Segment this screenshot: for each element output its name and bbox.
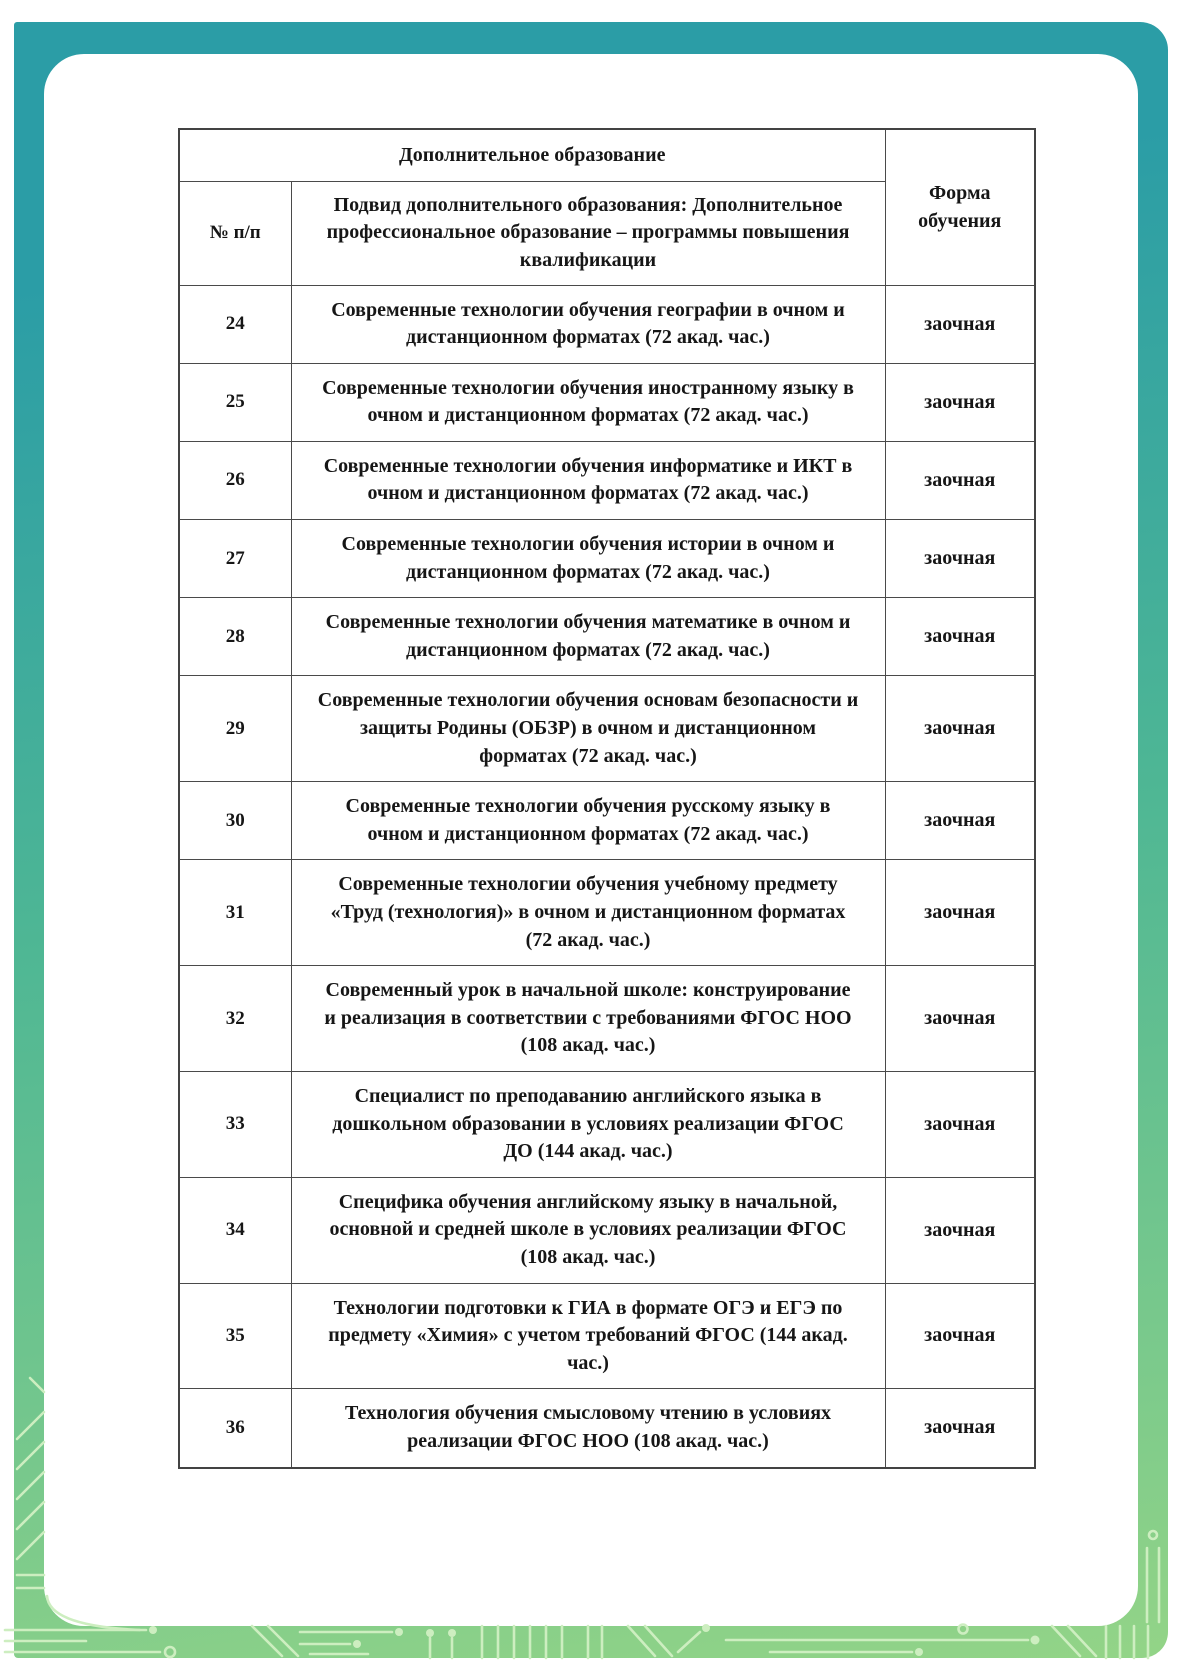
study-form: заочная bbox=[885, 598, 1035, 676]
section-header-cell: Дополнительное образование bbox=[179, 129, 885, 181]
table-row bbox=[179, 441, 1035, 519]
table-row bbox=[179, 966, 1035, 1072]
column-header-number: № п/п bbox=[179, 181, 291, 285]
course-rows bbox=[179, 285, 1035, 1468]
study-form: заочная bbox=[885, 860, 1035, 966]
row-number: 28 bbox=[179, 598, 291, 676]
row-number: 24 bbox=[179, 285, 291, 363]
table-row bbox=[179, 520, 1035, 598]
row-number: 36 bbox=[179, 1389, 291, 1468]
course-name: Современные технологии обучения информатике и ИКТ в очном и дистанционном форматах (72 акад. час.) bbox=[291, 441, 885, 519]
study-form: заочная bbox=[885, 1389, 1035, 1468]
row-number: 34 bbox=[179, 1177, 291, 1283]
table-row bbox=[179, 676, 1035, 782]
table-row bbox=[179, 860, 1035, 966]
table-row bbox=[179, 1389, 1035, 1468]
row-number: 31 bbox=[179, 860, 291, 966]
table-row bbox=[179, 1283, 1035, 1389]
study-form: заочная bbox=[885, 676, 1035, 782]
row-number: 25 bbox=[179, 363, 291, 441]
study-form: заочная bbox=[885, 1177, 1035, 1283]
row-number: 35 bbox=[179, 1283, 291, 1389]
table-row bbox=[179, 1177, 1035, 1283]
row-number: 30 bbox=[179, 782, 291, 860]
column-header-subtype: Подвид дополнительного образования: Дополнительное профессиональное образование – программы повышения квалификации bbox=[291, 181, 885, 285]
courses-table bbox=[178, 128, 1036, 1469]
course-name: Современный урок в начальной школе: конструирование и реализация в соответствии с требованиями ФГОС НОО (108 акад. час.) bbox=[291, 966, 885, 1072]
column-header-form: Форма обучения bbox=[885, 129, 1035, 285]
table-row bbox=[179, 363, 1035, 441]
row-number: 32 bbox=[179, 966, 291, 1072]
study-form: заочная bbox=[885, 1283, 1035, 1389]
course-name: Технология обучения смысловому чтению в условиях реализации ФГОС НОО (108 акад. час.) bbox=[291, 1389, 885, 1468]
table-row bbox=[179, 598, 1035, 676]
course-name: Современные технологии обучения основам безопасности и защиты Родины (ОБЗР) в очном и дистанционном форматах (72 акад. час.) bbox=[291, 676, 885, 782]
table-row bbox=[179, 285, 1035, 363]
study-form: заочная bbox=[885, 1071, 1035, 1177]
row-number: 26 bbox=[179, 441, 291, 519]
study-form: заочная bbox=[885, 285, 1035, 363]
section-header-row bbox=[179, 129, 1035, 181]
table-row bbox=[179, 1071, 1035, 1177]
row-number: 29 bbox=[179, 676, 291, 782]
table-row bbox=[179, 782, 1035, 860]
course-name: Современные технологии обучения математике в очном и дистанционном форматах (72 акад. час.) bbox=[291, 598, 885, 676]
course-name: Технологии подготовки к ГИА в формате ОГЭ и ЕГЭ по предмету «Химия» с учетом требований ФГОС (144 акад. час.) bbox=[291, 1283, 885, 1389]
study-form: заочная bbox=[885, 363, 1035, 441]
course-name: Современные технологии обучения истории в очном и дистанционном форматах (72 акад. час.) bbox=[291, 520, 885, 598]
study-form: заочная bbox=[885, 441, 1035, 519]
course-name: Современные технологии обучения русскому языку в очном и дистанционном форматах (72 акад. час.) bbox=[291, 782, 885, 860]
course-name: Современные технологии обучения учебному предмету «Труд (технология)» в очном и дистанционном форматах (72 акад. час.) bbox=[291, 860, 885, 966]
row-number: 33 bbox=[179, 1071, 291, 1177]
course-name: Современные технологии обучения географии в очном и дистанционном форматах (72 акад. час.) bbox=[291, 285, 885, 363]
study-form: заочная bbox=[885, 520, 1035, 598]
study-form: заочная bbox=[885, 966, 1035, 1072]
study-form: заочная bbox=[885, 782, 1035, 860]
course-name: Специфика обучения английскому языку в начальной, основной и средней школе в условиях реализации ФГОС (108 акад. час.) bbox=[291, 1177, 885, 1283]
course-name: Современные технологии обучения иностранному языку в очном и дистанционном форматах (72 акад. час.) bbox=[291, 363, 885, 441]
row-number: 27 bbox=[179, 520, 291, 598]
course-name: Специалист по преподаванию английского языка в дошкольном образовании в условиях реализации ФГОС ДО (144 акад. час.) bbox=[291, 1071, 885, 1177]
